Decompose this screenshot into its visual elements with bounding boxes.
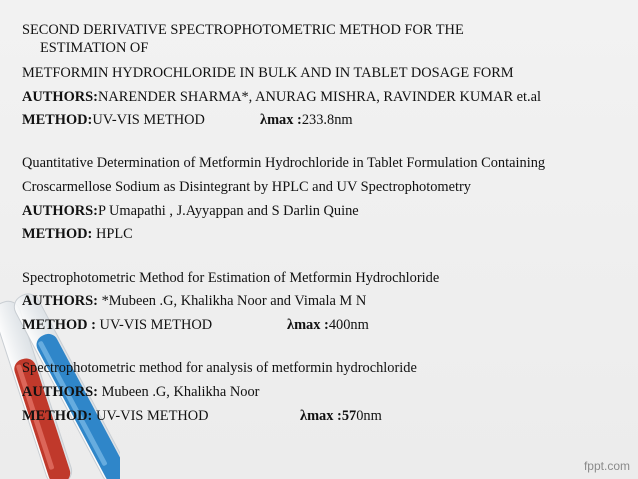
authors-text: Mubeen .G, Khalikha Noor bbox=[97, 384, 260, 400]
lambda-bold-part: 57 bbox=[341, 408, 357, 424]
block2-title-line1: Quantitative Determination of Metformin Hydrochloride in Tablet Formulation Containing bbox=[22, 155, 546, 171]
lambda-max bbox=[260, 112, 353, 129]
block1-title-line3: METFORMIN HYDROCHLORIDE IN BULK AND IN TABLET DOSAGE FORM bbox=[22, 65, 514, 81]
block3-authors bbox=[22, 293, 366, 310]
method-text: UV-VIS METHOD bbox=[92, 408, 209, 424]
block4-authors bbox=[22, 384, 259, 401]
lambda-value: 400nm bbox=[328, 317, 369, 333]
lambda-label: λmax : bbox=[287, 317, 329, 333]
authors-label: AUTHORS: bbox=[22, 203, 98, 219]
block3-title-line1: Spectrophotometric Method for Estimation of Metformin Hydrochloride bbox=[22, 270, 440, 286]
method-text: UV-VIS METHOD bbox=[95, 317, 213, 333]
block1-title-line2: ESTIMATION OF bbox=[40, 40, 149, 56]
authors-label: AUTHORS: bbox=[22, 89, 98, 105]
method-label: METHOD: bbox=[22, 112, 93, 128]
block1-title-line1: SECOND DERIVATIVE SPECTROPHOTOMETRIC METHOD FOR THE bbox=[22, 22, 464, 38]
fppt-watermark: fppt.com bbox=[583, 459, 630, 473]
block1-method bbox=[22, 112, 422, 129]
lambda-label: λmax : bbox=[260, 112, 302, 128]
block2-title-line2: Croscarmellose Sodium as Disintegrant by HPLC and UV Spectrophotometry bbox=[22, 179, 471, 195]
method-text: UV-VIS METHOD bbox=[92, 112, 205, 128]
authors-text: *Mubeen .G, Khalikha Noor and Vimala M N bbox=[97, 293, 367, 309]
lambda-value: 233.8nm bbox=[301, 112, 353, 128]
block4-method bbox=[22, 408, 442, 425]
block2-authors bbox=[22, 203, 359, 220]
method-label: METHOD: bbox=[22, 226, 93, 242]
block1-authors bbox=[22, 89, 541, 106]
method-text: HPLC bbox=[92, 226, 133, 242]
authors-text: NARENDER SHARMA*, ANURAG MISHRA, RAVINDER KUMAR et.al bbox=[97, 89, 542, 105]
block2-method bbox=[22, 226, 133, 243]
test-tubes-illustration bbox=[0, 285, 120, 479]
lambda-max bbox=[300, 408, 382, 425]
authors-label: AUTHORS: bbox=[22, 293, 98, 309]
authors-text: P Umapathi , J.Ayyappan and S Darlin Quine bbox=[97, 203, 359, 219]
method-label: METHOD: bbox=[22, 408, 93, 424]
authors-label: AUTHORS: bbox=[22, 384, 98, 400]
lambda-label: λmax : bbox=[300, 408, 342, 424]
lambda-value: 0nm bbox=[356, 408, 382, 424]
method-label: METHOD : bbox=[22, 317, 96, 333]
lambda-max bbox=[287, 317, 369, 334]
block3-method bbox=[22, 317, 422, 334]
block4-title-line1: Spectrophotometric method for analysis of metformin hydrochloride bbox=[22, 360, 417, 376]
